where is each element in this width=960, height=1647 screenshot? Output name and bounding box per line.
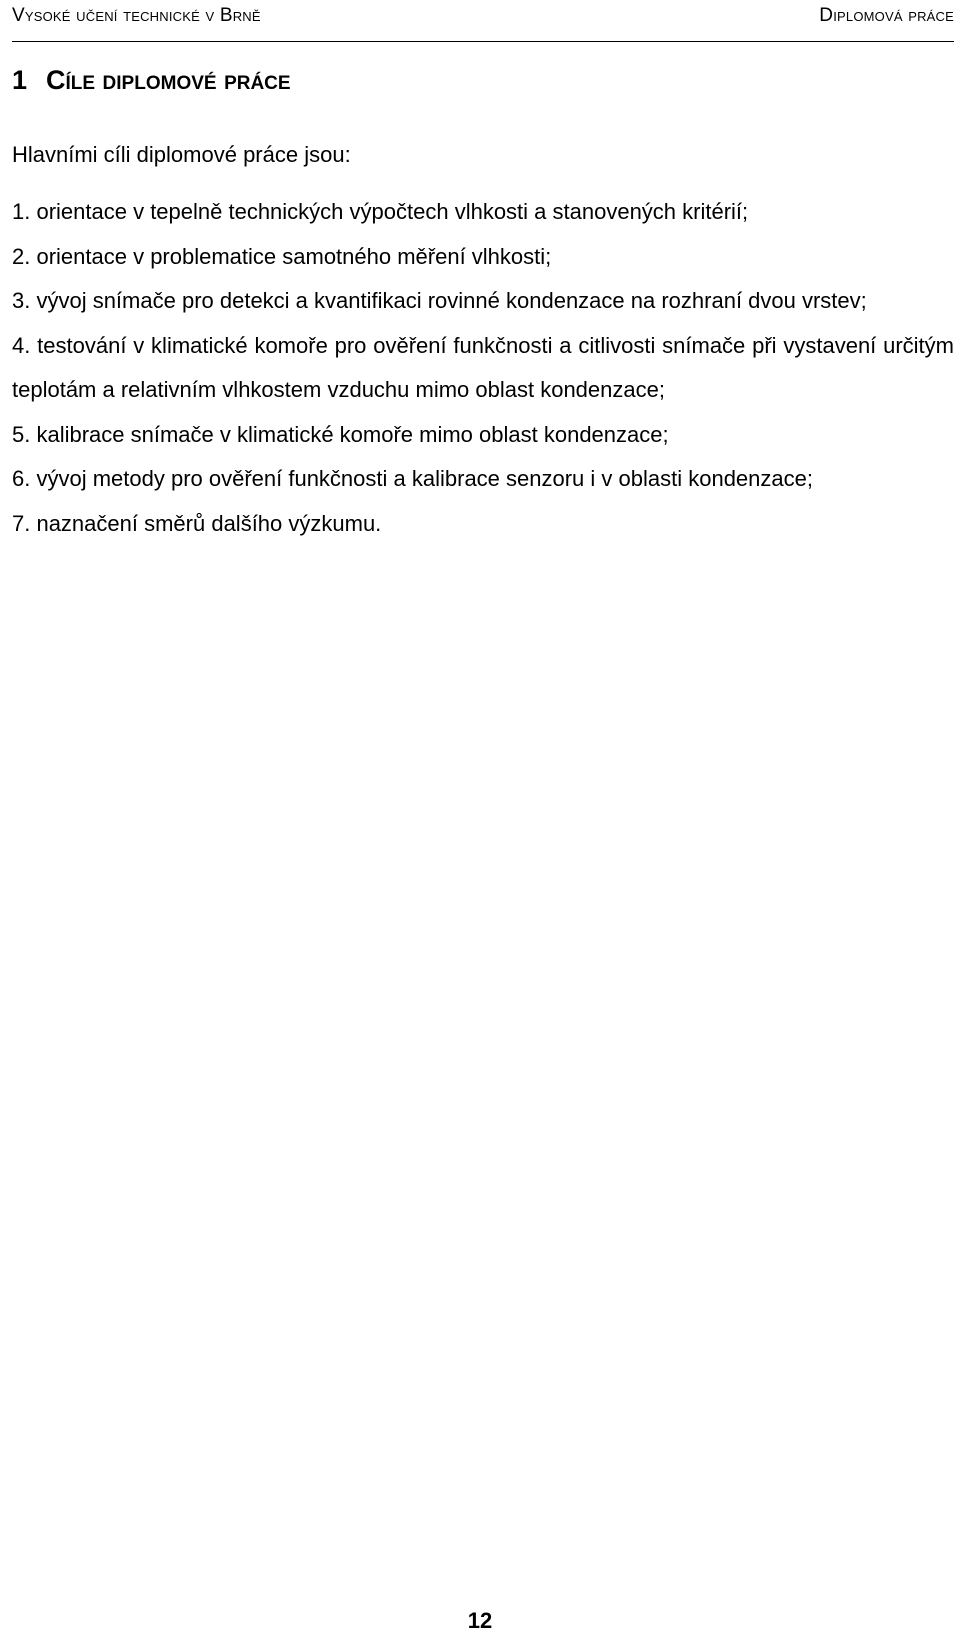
- list-item: 3. vývoj snímače pro detekci a kvantifikaci rovinné kondenzace na rozhraní dvou vrstev;: [12, 288, 867, 313]
- header-document-type: Diplomová práce: [819, 5, 954, 26]
- list-item: 5. kalibrace snímače v klimatické komoře mimo oblast kondenzace;: [12, 421, 669, 447]
- goals-list: [12, 190, 954, 546]
- chapter-title: Cíle diplomové práce: [46, 65, 291, 95]
- list-item: 6. vývoj metody pro ověření funkčnosti a kalibrace senzoru i v oblasti kondenzace;: [12, 466, 813, 491]
- intro-paragraph: Hlavními cíli diplomové práce jsou:: [12, 142, 351, 167]
- page-header: [12, 0, 954, 42]
- chapter-heading: [12, 65, 291, 96]
- list-item: 4. testování v klimatické komoře pro ověření funkčnosti a citlivosti snímače při vystavení určitým teplotám a relativním vlhkostem vzduchu mimo oblast kondenzace;: [12, 332, 954, 402]
- list-item: 1. orientace v tepelně technických výpočtech vlhkosti a stanovených kritérií;: [12, 199, 749, 224]
- chapter-number: 1: [12, 65, 28, 95]
- page-number: 12: [467, 1608, 493, 1633]
- list-item: 7. naznačení směrů dalšího výzkumu.: [12, 510, 382, 536]
- header-university: Vysoké učení technické v Brně: [12, 5, 261, 26]
- list-item: 2. orientace v problematice samotného měření vlhkosti;: [12, 243, 552, 269]
